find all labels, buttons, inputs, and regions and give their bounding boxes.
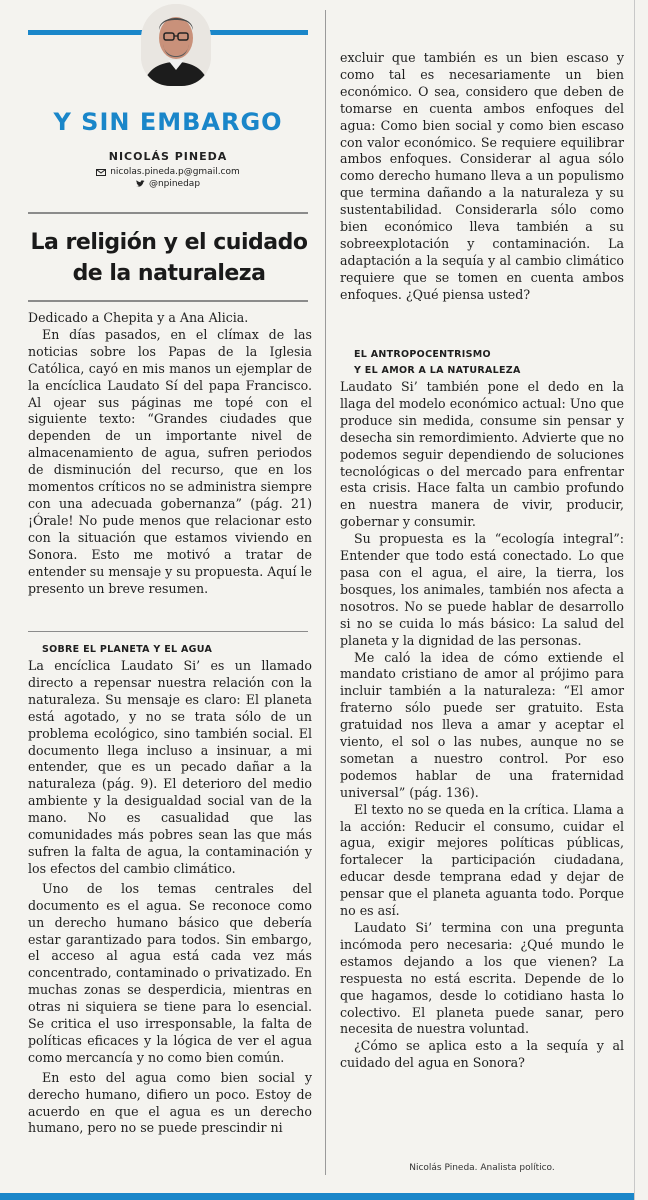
section-2-paragraph-4: El texto no se queda en la crítica. Llama a la acción: Reducir el consumo, cuidar el agua, exigir mejores políticas públicas, fortalecer la participación ciudadana, educar desde temprana edad y dejar de pensar que el planeta aguanta todo. Porque no es así.	[340, 801, 624, 919]
header-bottom-rule	[28, 212, 308, 214]
section-1-paragraph-3b: excluir que también es un bien escaso y como tal es necesariamente un bien económico. O sea, considero que deben de tomarse en cuenta ambos enfoques del agua: Como bien social y como bien escaso con valor económico. Se requiere equilibrar ambos enfoques. Considerar al agua sólo como derecho humano lleva a un populismo que termina dañando a la naturaleza y su sustentabilidad. Considerarla sólo como bien económico lleva también a su sobreexplotación y contaminación. La adaptación a la sequía y al cambio climático requiere que se tomen en cuenta ambos enfoques. ¿Qué piensa usted?	[340, 50, 624, 302]
section-1-title: SOBRE EL PLANETA Y EL AGUA	[42, 644, 213, 655]
section-1-paragraph-1: La encíclica Laudato Si’ es un llamado directo a repensar nuestra relación con la naturaleza. Su mensaje es claro: El planeta está agotado, y no se trata sólo de un problema ecológico, sino también social. El documento llega incluso a insinuar, a mi entender, que es un pecado dañar a la naturaleza (pág. 9). El deterioro del medio ambiente y la desigualdad social van de la mano. No es casualidad que las comunidades más pobres sean las que más sufren la falta de agua, la contaminación y los efectos del cambio climático.	[28, 658, 312, 876]
headline-line-1: La religión y el cuidado	[30, 230, 308, 255]
body-left-top	[28, 310, 312, 597]
body-left-section	[28, 642, 312, 1137]
column-title: Y SIN EMBARGO	[53, 108, 283, 136]
article-headline	[28, 227, 310, 289]
twitter-line	[28, 178, 308, 190]
twitter-bird-icon	[136, 180, 145, 188]
byline	[28, 150, 308, 190]
headline-rule	[28, 300, 308, 302]
section-2-paragraph-3: Me caló la idea de cómo extiende el mandato cristiano de amor al prójimo para incluir también a la naturaleza: “El amor fraterno sólo puede ser gratuito. Esta gratuidad nos lleva a amar y aceptar el viento, el sol o las nubes, aunque no se sometan a nuestro control. Por eso podemos hablar de una fraternidad universal” (pág. 136).	[340, 649, 624, 800]
body-right-section	[340, 347, 624, 1072]
page-edge-line	[634, 0, 635, 1200]
email-line	[28, 166, 308, 178]
section-2-title-line-1: EL ANTROPOCENTRISMO	[354, 349, 491, 360]
author-signature: Nicolás Pineda. Analista político.	[409, 1163, 555, 1173]
author-photo	[141, 4, 211, 86]
section-1-paragraph-3a: En esto del agua como bien social y derecho humano, difiero un poco. Estoy de acuerdo en que el agua es un derecho humano, pero no se puede prescindir ni	[28, 1069, 312, 1136]
column-divider	[325, 10, 326, 1175]
author-twitter: @npinedap	[148, 179, 201, 189]
section-2-paragraph-1: Laudato Si’ también pone el dedo en la llaga del modelo económico actual: Uno que produce sin medida, consume sin pensar y desecha sin remordimiento. Advierte que no podemos seguir dependiendo de soluciones tecnológicas o del mercado para enfrentar esta crisis. Hace falta un cambio profundo en nuestra manera de vivir, producir, gobernar y consumir.	[340, 379, 624, 530]
body-right-top	[340, 50, 624, 304]
section-2-title-line-2: Y EL AMOR A LA NATURALEZA	[354, 365, 521, 376]
intro-paragraph: En días pasados, en el clímax de las noticias sobre los Papas de la Iglesia Católica, cayó en mis manos un ejemplar de la encíclica Laudato Sí del papa Francisco. Al ojear sus páginas me topé con el siguiente texto: “Grandes ciudades que dependen de un importante nivel de almacenamiento de agua, sufren periodos de disminución del recurso, que en los momentos críticos no se administra siempre con una adecuada gobernanza” (pág. 21) ¡Órale! No pude menos que relacionar esto con la situación que estamos viviendo en Sonora. Esto me motivó a tratar de entender su mensaje y su propuesta. Aquí le presento un breve resumen.	[28, 326, 312, 596]
author-name: NICOLÁS PINEDA	[108, 150, 228, 163]
section-2-paragraph-2: Su propuesta es la “ecología integral”: Entender que todo está conectado. Lo que pasa con el agua, el aire, la tierra, los bosques, los animales, también nos afecta a nosotros. No se puede hablar de desarrollo si no se cuida lo más básico: La salud del planeta y la dignidad de las personas.	[340, 531, 624, 648]
section-2-paragraph-5: Laudato Si’ termina con una pregunta incómoda pero necesaria: ¿Qué mundo le estamos dejando a los que vienen? La respuesta no está escrita. Depende de lo que hagamos, desde lo cotidiano hasta lo colectivo. El planeta puede sanar, pero necesita de nuestra voluntad.	[340, 920, 624, 1037]
dedication: Dedicado a Chepita y a Ana Alicia.	[28, 310, 249, 325]
envelope-icon	[96, 169, 106, 176]
section-1-paragraph-2: Uno de los temas centrales del documento es el agua. Se reconoce como un derecho humano básico que debería estar garantizado para todos. Sin embargo, el acceso al agua está cada vez más concentrado, contaminado o privatizado. En muchas zonas se desperdicia, mientras en otras ni siquiera se tiene para lo esencial. Se critica el uso irresponsable, la falta de políticas eficaces y la lógica de ver el agua como mercancía y no como bien común.	[28, 880, 312, 1065]
headline-line-2: de la naturaleza	[72, 261, 266, 286]
section-2-paragraph-6: ¿Cómo se aplica esto a la sequía y al cuidado del agua en Sonora?	[340, 1038, 624, 1071]
footer-accent-rule	[0, 1193, 634, 1200]
section-rule	[28, 631, 308, 632]
author-email: nicolas.pineda.p@gmail.com	[110, 167, 240, 177]
